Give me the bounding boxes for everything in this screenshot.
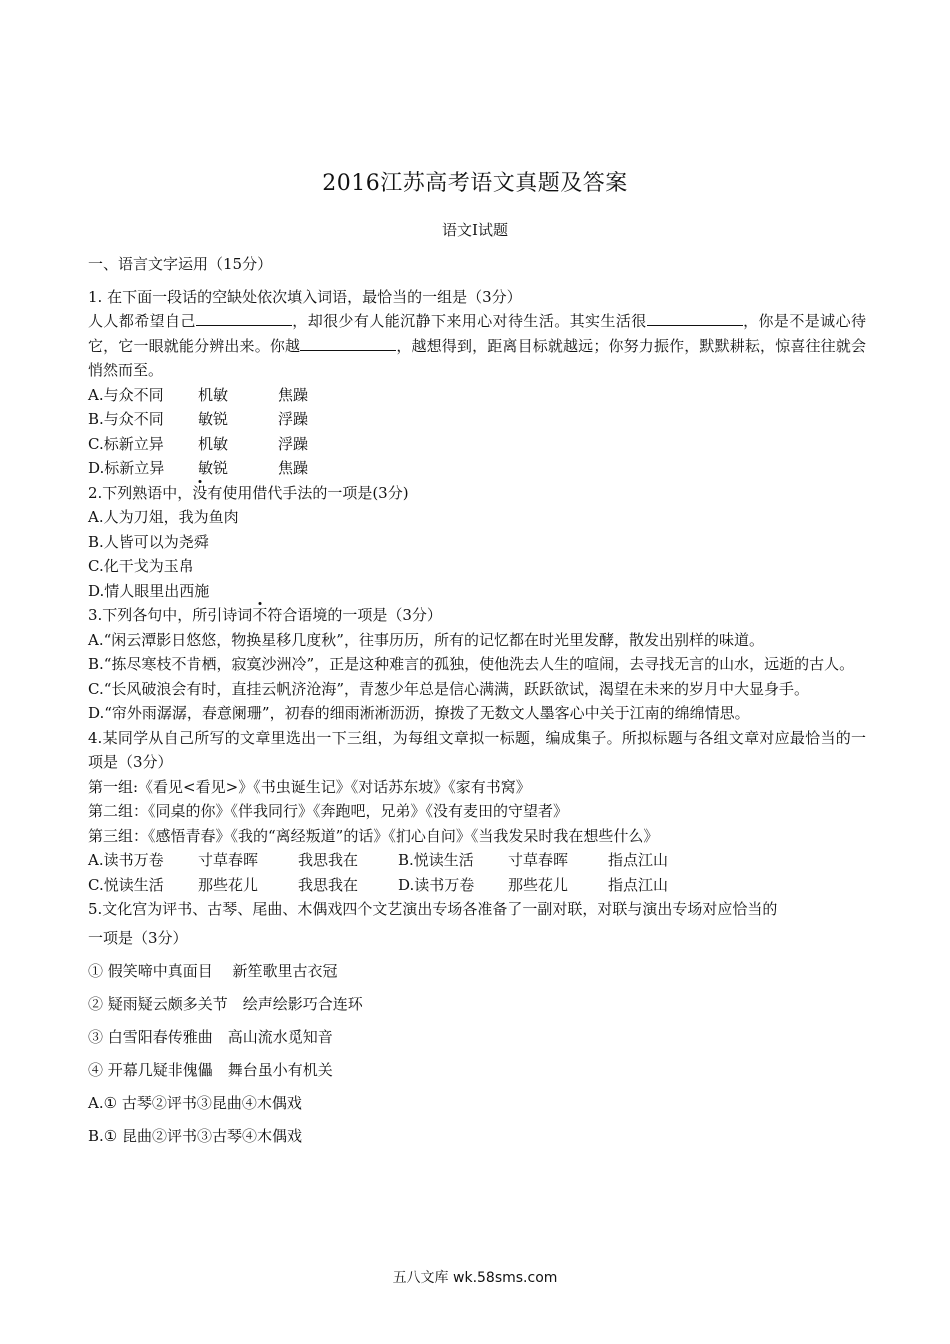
emphasis-char: 没 <box>192 483 208 502</box>
question-4-option-row <box>88 873 866 898</box>
fill-blank <box>647 311 743 326</box>
emphasis-char: 不 <box>252 606 268 624</box>
question-3-option: B.“拣尽寒枝不肯栖，寂寞沙洲冷”，正是这种难言的孤独，使他洗去人生的喧闹，去寻找无言的山水，远逝的古人。 <box>88 655 855 673</box>
question-5-option: A.① 古琴②评书③昆曲④木偶戏 <box>88 1093 302 1112</box>
option-label: B.与众不同 <box>88 410 164 428</box>
option-item: D.读书万卷 <box>398 875 475 894</box>
option-label: C.标新立异 <box>88 434 164 453</box>
passage-part: 人人都希望自己 <box>88 312 196 330</box>
question-3-option: A.“闲云潭影日悠悠，物换星移几度秋”，往事历历，所有的记忆都在时光里发酵，散发出别样的味道。 <box>88 630 764 649</box>
couplet: ② 疑雨疑云颇多关节 绘声绘影巧合连环 <box>88 994 363 1013</box>
question-2-option: C.化干戈为玉帛 <box>88 557 194 575</box>
footer-watermark: 五八文库 wk.58sms.com <box>392 1270 558 1286</box>
question-1-option <box>88 432 866 457</box>
question-2-stem <box>88 481 866 506</box>
question-1-stem: 1. 在下面一段话的空缺处依次填入词语，最恰当的一组是（3分） <box>88 287 522 306</box>
fill-blank <box>300 336 396 351</box>
stem-part: 3.下列各句中，所引诗词 <box>88 606 253 624</box>
question-2-option: B.人皆可以为尧舜 <box>88 532 209 551</box>
option-item: 指点江山 <box>608 851 669 869</box>
question-5-stem-cont: 一项是（3分） <box>88 928 188 947</box>
section-heading: 一、语言文字运用（15分） <box>88 255 273 273</box>
option-item: 我思我在 <box>298 875 359 894</box>
option-item: 寸草春晖 <box>198 851 259 869</box>
option-item: B.悦读生活 <box>398 851 474 869</box>
question-3-stem <box>88 603 866 628</box>
question-1-passage <box>88 309 866 383</box>
question-3-option: C.“长风破浪会有时，直挂云帆济沧海”，青葱少年总是信心满满，跃跃欲试，渴望在未来的岁月中大显身手。 <box>88 679 810 698</box>
question-2-option: D.情人眼里出西施 <box>88 581 210 600</box>
question-2-option: A.人为刀俎，我为鱼肉 <box>88 508 239 526</box>
document-body <box>88 252 866 1153</box>
question-4-group: 第二组：《同桌的你》《伴我同行》《奔跑吧，兄弟》《没有麦田的守望者》 <box>88 802 569 820</box>
question-1-option <box>88 456 866 481</box>
stem-part: 2.下列熟语中， <box>88 483 193 502</box>
question-5-option: B.① 昆曲②评书③古琴④木偶戏 <box>88 1126 303 1145</box>
option-word: 敏锐 <box>198 410 229 428</box>
question-4-stem: 4.某同学从自己所写的文章里选出一下三组，为每组文章拟一标题，编成集子。所拟标题与各组文章对应最恰当的一项是（3分） <box>88 728 866 771</box>
passage-part: ，越想得到，距离目标就越远；你努力振作，默默耕耘，惊喜往往就会悄然而至。 <box>88 336 866 379</box>
stem-part: 有使用借代手法的一项是(3分) <box>207 483 409 502</box>
question-4-option-row <box>88 848 866 873</box>
option-word: 机敏 <box>198 434 229 453</box>
question-4-group: 第一组:《看见<看见>》《书虫诞生记》《对话苏东坡》《家有书窝》 <box>88 777 531 796</box>
option-word: 浮躁 <box>278 410 309 428</box>
option-word: 浮躁 <box>278 434 309 453</box>
option-item: 指点江山 <box>608 875 669 894</box>
question-5-stem: 5.文化宫为评书、古琴、尾曲、木偶戏四个文艺演出专场各准备了一副对联，对联与演出专场对应恰当的 <box>88 900 778 918</box>
page-title: 2016江苏高考语文真题及答案 <box>322 171 628 196</box>
option-word: 焦躁 <box>278 385 309 404</box>
fill-blank <box>196 311 292 326</box>
couplet: ④ 开幕几疑非傀儡 舞台虽小有机关 <box>88 1060 333 1079</box>
couplet: ③ 白雪阳春传雅曲 高山流水觅知音 <box>88 1027 333 1046</box>
couplet: ① 假笑啼中真面目 新笙歌里古衣冠 <box>88 961 338 980</box>
option-word: 敏锐 <box>198 459 229 477</box>
question-1-option <box>88 383 866 408</box>
option-item: A.读书万卷 <box>88 851 164 869</box>
option-word: 机敏 <box>198 385 229 404</box>
question-3-option: D.“帘外雨潺潺，春意阑珊”，初春的细雨淅淅沥沥，撩拨了无数文人墨客心中关于江南的绵绵情思。 <box>88 704 750 722</box>
option-item: 寸草春晖 <box>508 851 569 869</box>
passage-part: ，你是不是诚心待它，它一眼就能分辨出来。你越 <box>88 312 866 355</box>
option-item: C.悦读生活 <box>88 875 164 894</box>
option-word: 焦躁 <box>278 459 309 477</box>
option-label: A.与众不同 <box>88 385 164 404</box>
passage-part: ，却很少有人能沉静下来用心对待生活。其实生活很 <box>291 312 647 330</box>
option-item: 那些花儿 <box>198 875 259 894</box>
option-label: D.标新立异 <box>88 459 165 477</box>
option-item: 那些花儿 <box>508 875 569 894</box>
question-1-option <box>88 407 866 432</box>
question-4-group: 第三组：《感悟青春》《我的“离经叛道”的话》《扪心自问》《当我发呆时我在想些什么》 <box>88 826 659 845</box>
option-item: 我思我在 <box>298 851 359 869</box>
page-subtitle: 语文Ⅰ试题 <box>442 221 508 239</box>
stem-part: 符合语境的一项是（3分） <box>267 606 442 624</box>
